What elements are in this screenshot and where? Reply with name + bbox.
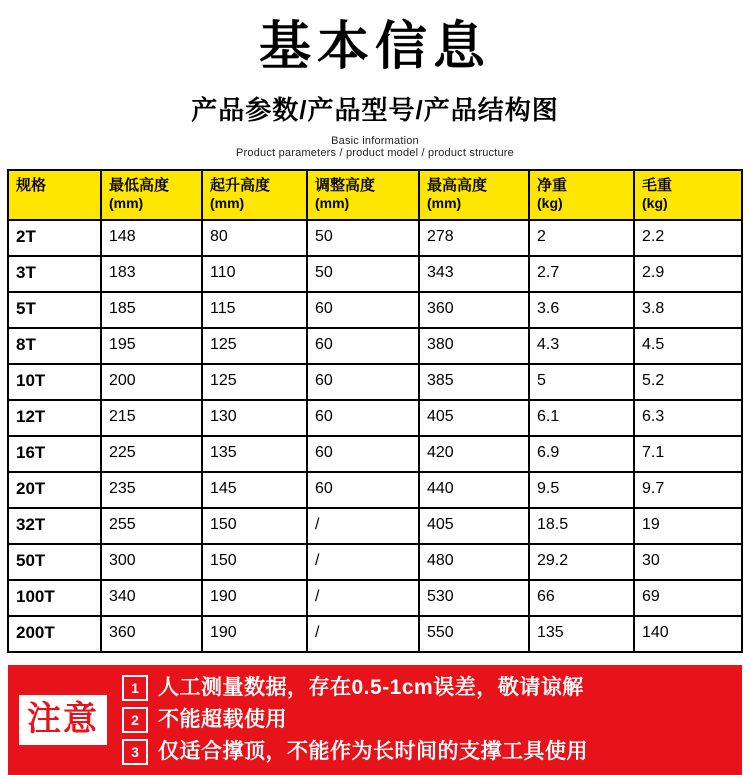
cell-adjust-height: 60 xyxy=(307,400,419,436)
english-subtitle-line2: Product parameters / product model / product structure xyxy=(236,146,514,159)
column-header-adjust-height-label: 调整高度 xyxy=(315,176,376,194)
cell-adjust-height: 60 xyxy=(307,364,419,400)
cell-model: 2T xyxy=(8,220,101,256)
cell-max-height: 530 xyxy=(419,580,529,616)
column-header-min-height xyxy=(101,170,202,220)
english-subtitle xyxy=(0,135,750,159)
cell-min-height: 225 xyxy=(101,436,202,472)
notice-banner xyxy=(8,665,742,775)
cell-gross-weight: 140 xyxy=(634,616,742,652)
cell-adjust-height: / xyxy=(307,508,419,544)
column-header-net-weight xyxy=(529,170,634,220)
cell-lift-height: 125 xyxy=(202,328,307,364)
cell-lift-height: 115 xyxy=(202,292,307,328)
notice-label-text: 注意 xyxy=(19,695,107,744)
cell-min-height: 183 xyxy=(101,256,202,292)
cell-model: 32T xyxy=(8,508,101,544)
cell-net-weight: 6.9 xyxy=(529,436,634,472)
column-header-gross-weight xyxy=(634,170,742,220)
cell-gross-weight: 7.1 xyxy=(634,436,742,472)
document-header xyxy=(0,0,750,159)
cell-gross-weight: 2.2 xyxy=(634,220,742,256)
table-row xyxy=(8,256,742,292)
page-title: 基本信息 xyxy=(258,18,491,76)
cell-adjust-height: 50 xyxy=(307,256,419,292)
cell-adjust-height: / xyxy=(307,616,419,652)
cell-net-weight: 135 xyxy=(529,616,634,652)
cell-max-height: 380 xyxy=(419,328,529,364)
cell-min-height: 255 xyxy=(101,508,202,544)
cell-net-weight: 2.7 xyxy=(529,256,634,292)
cell-net-weight: 3.6 xyxy=(529,292,634,328)
cell-adjust-height: 50 xyxy=(307,220,419,256)
cell-net-weight: 29.2 xyxy=(529,544,634,580)
cell-lift-height: 130 xyxy=(202,400,307,436)
cell-lift-height: 110 xyxy=(202,256,307,292)
table-row xyxy=(8,328,742,364)
column-header-adjust-height-unit: (mm) xyxy=(315,194,350,211)
cell-gross-weight: 4.5 xyxy=(634,328,742,364)
column-header-net-weight-label: 净重 xyxy=(537,176,568,194)
column-header-max-height-unit: (mm) xyxy=(427,194,462,211)
cell-model: 12T xyxy=(8,400,101,436)
cell-gross-weight: 19 xyxy=(634,508,742,544)
cell-min-height: 360 xyxy=(101,616,202,652)
page-subtitle: 产品参数/产品型号/产品结构图 xyxy=(191,94,559,125)
cell-net-weight: 18.5 xyxy=(529,508,634,544)
cell-max-height: 550 xyxy=(419,616,529,652)
cell-adjust-height: 60 xyxy=(307,472,419,508)
notice-item-text: 仅适合撑顶，不能作为长时间的支撑工具使用 xyxy=(158,740,588,764)
cell-min-height: 215 xyxy=(101,400,202,436)
table-row xyxy=(8,436,742,472)
table-row xyxy=(8,616,742,652)
table-row xyxy=(8,400,742,436)
cell-min-height: 195 xyxy=(101,328,202,364)
notice-item-number: 1 xyxy=(122,675,148,701)
english-subtitle-line1: Basic information xyxy=(331,134,419,147)
cell-adjust-height: 60 xyxy=(307,328,419,364)
cell-min-height: 200 xyxy=(101,364,202,400)
table-row xyxy=(8,292,742,328)
cell-net-weight: 4.3 xyxy=(529,328,634,364)
cell-gross-weight: 30 xyxy=(634,544,742,580)
table-row xyxy=(8,364,742,400)
column-header-lift-height-unit: (mm) xyxy=(210,194,245,211)
cell-lift-height: 150 xyxy=(202,508,307,544)
cell-max-height: 278 xyxy=(419,220,529,256)
column-header-lift-height-label: 起升高度 xyxy=(210,176,271,194)
table-header-row xyxy=(8,170,742,220)
column-header-lift-height xyxy=(202,170,307,220)
notice-item-text: 人工测量数据，存在0.5-1cm误差，敬请谅解 xyxy=(158,676,584,700)
cell-model: 5T xyxy=(8,292,101,328)
cell-model: 100T xyxy=(8,580,101,616)
cell-model: 50T xyxy=(8,544,101,580)
cell-lift-height: 145 xyxy=(202,472,307,508)
cell-min-height: 185 xyxy=(101,292,202,328)
column-header-net-weight-unit: (kg) xyxy=(537,194,563,211)
cell-max-height: 343 xyxy=(419,256,529,292)
cell-max-height: 405 xyxy=(419,400,529,436)
cell-net-weight: 2 xyxy=(529,220,634,256)
cell-min-height: 300 xyxy=(101,544,202,580)
cell-net-weight: 66 xyxy=(529,580,634,616)
column-header-model xyxy=(8,170,101,220)
cell-max-height: 480 xyxy=(419,544,529,580)
cell-max-height: 440 xyxy=(419,472,529,508)
table-header xyxy=(8,170,742,220)
cell-gross-weight: 69 xyxy=(634,580,742,616)
cell-lift-height: 190 xyxy=(202,580,307,616)
column-header-adjust-height xyxy=(307,170,419,220)
cell-model: 10T xyxy=(8,364,101,400)
notice-item-number: 2 xyxy=(122,707,148,733)
column-header-min-height-label: 最低高度 xyxy=(109,176,170,194)
cell-min-height: 148 xyxy=(101,220,202,256)
cell-model: 20T xyxy=(8,472,101,508)
cell-net-weight: 5 xyxy=(529,364,634,400)
table-body xyxy=(8,220,742,652)
specification-table xyxy=(7,169,743,653)
column-header-gross-weight-unit: (kg) xyxy=(642,194,668,211)
notice-item xyxy=(122,675,732,701)
cell-adjust-height: 60 xyxy=(307,292,419,328)
cell-min-height: 235 xyxy=(101,472,202,508)
cell-lift-height: 190 xyxy=(202,616,307,652)
cell-adjust-height: / xyxy=(307,580,419,616)
table-row xyxy=(8,220,742,256)
cell-adjust-height: / xyxy=(307,544,419,580)
cell-max-height: 360 xyxy=(419,292,529,328)
cell-model: 200T xyxy=(8,616,101,652)
cell-lift-height: 80 xyxy=(202,220,307,256)
cell-gross-weight: 6.3 xyxy=(634,400,742,436)
cell-model: 3T xyxy=(8,256,101,292)
notice-item xyxy=(122,739,732,765)
cell-lift-height: 135 xyxy=(202,436,307,472)
cell-model: 8T xyxy=(8,328,101,364)
notice-item-text: 不能超载使用 xyxy=(158,708,287,732)
cell-adjust-height: 60 xyxy=(307,436,419,472)
cell-max-height: 405 xyxy=(419,508,529,544)
notice-label xyxy=(8,665,118,775)
cell-model: 16T xyxy=(8,436,101,472)
notice-list xyxy=(118,665,742,775)
table-row xyxy=(8,580,742,616)
column-header-model-label: 规格 xyxy=(16,176,47,194)
column-header-max-height-label: 最高高度 xyxy=(427,176,488,194)
cell-net-weight: 6.1 xyxy=(529,400,634,436)
cell-max-height: 420 xyxy=(419,436,529,472)
cell-max-height: 385 xyxy=(419,364,529,400)
cell-lift-height: 150 xyxy=(202,544,307,580)
column-header-min-height-unit: (mm) xyxy=(109,194,144,211)
column-header-gross-weight-label: 毛重 xyxy=(642,176,673,194)
cell-gross-weight: 3.8 xyxy=(634,292,742,328)
notice-item-number: 3 xyxy=(122,739,148,765)
column-header-max-height xyxy=(419,170,529,220)
cell-gross-weight: 2.9 xyxy=(634,256,742,292)
table-row xyxy=(8,544,742,580)
cell-net-weight: 9.5 xyxy=(529,472,634,508)
cell-gross-weight: 9.7 xyxy=(634,472,742,508)
cell-gross-weight: 5.2 xyxy=(634,364,742,400)
notice-item xyxy=(122,707,732,733)
cell-lift-height: 125 xyxy=(202,364,307,400)
table-row xyxy=(8,472,742,508)
table-row xyxy=(8,508,742,544)
cell-min-height: 340 xyxy=(101,580,202,616)
